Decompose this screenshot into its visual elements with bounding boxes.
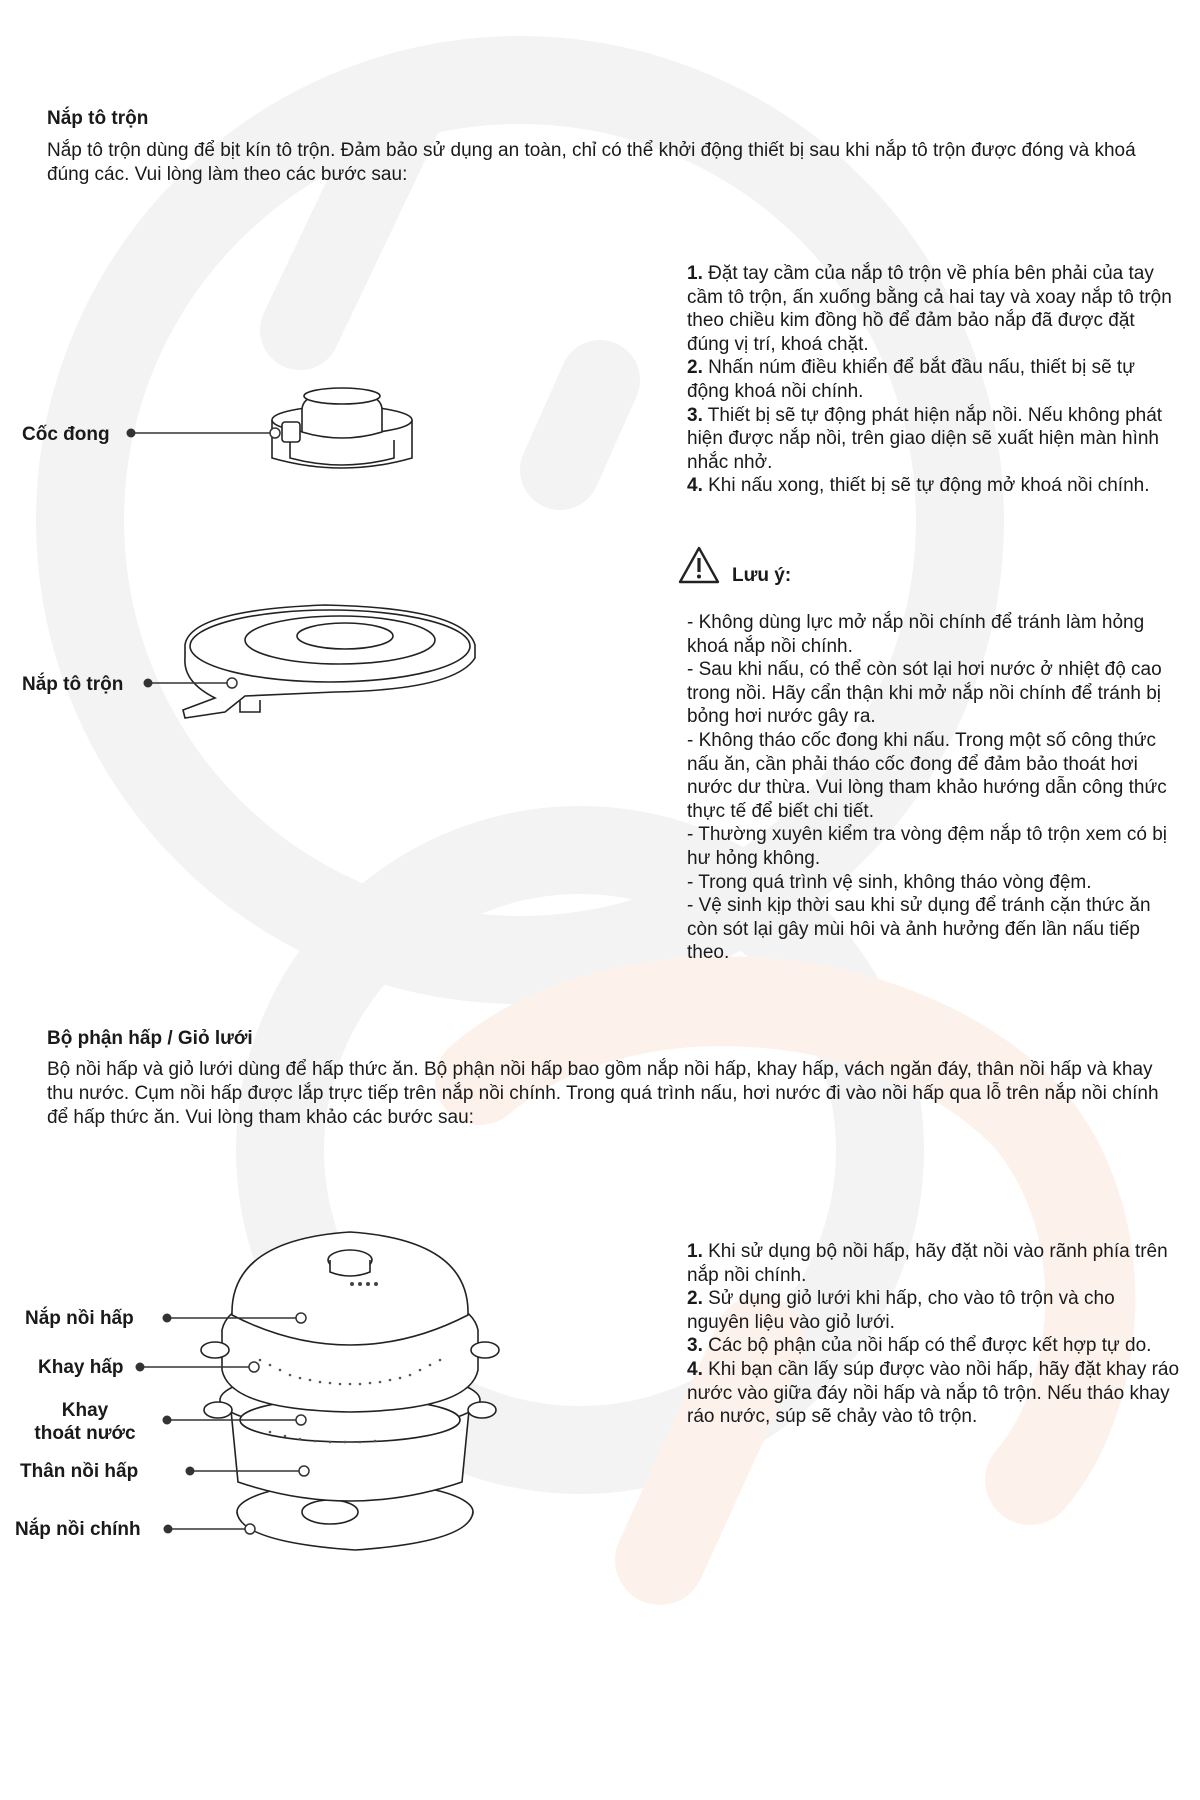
- leader-line-drain-tray: [161, 1413, 311, 1427]
- leader-line-measuring-cup: [125, 426, 285, 440]
- notes-list: [687, 611, 1175, 965]
- step-item: 3. Các bộ phận của nồi hấp có thể được kết hợp tự do.: [687, 1335, 1152, 1357]
- label-main-pot-lid: Nắp nồi chính: [15, 1519, 141, 1540]
- label-measuring-cup: Cốc đong: [22, 424, 110, 445]
- step-item: 2. Sử dụng giỏ lưới khi hấp, cho vào tô trộn và cho nguyên liệu vào giỏ lưới.: [687, 1288, 1115, 1333]
- label-steamer-lid: Nắp nồi hấp: [25, 1308, 134, 1329]
- step-item: 4. Khi bạn cần lấy súp được vào nồi hấp, hãy đặt khay ráo nước vào giữa đáy nồi hấp và nắp tô trộn. Nếu tháo khay ráo nước, súp sẽ chảy vào tô trộn.: [687, 1358, 1180, 1428]
- note-item: - Sau khi nấu, có thể còn sót lại hơi nước ở nhiệt độ cao trong nồi. Hãy cẩn thận khi mở nắp nồi chính để tránh bị bỏng hơi nước gây ra.: [687, 659, 1162, 728]
- warning-title: Lưu ý:: [732, 565, 792, 586]
- note-item: - Thường xuyên kiểm tra vòng đệm nắp tô trộn xem có bị hư hỏng không.: [687, 824, 1168, 869]
- label-drain-tray: [25, 1399, 145, 1445]
- section-title-mixing-bowl-lid: Nắp tô trộn: [47, 108, 149, 129]
- leader-line-steamer-body: [184, 1464, 314, 1478]
- label-mixing-bowl-lid: Nắp tô trộn: [22, 674, 124, 695]
- label-steaming-tray: Khay hấp: [38, 1357, 124, 1378]
- leader-line-steaming-tray: [134, 1360, 264, 1374]
- section-intro-mixing-bowl-lid: Nắp tô trộn dùng để bịt kín tô trộn. Đảm bảo sử dụng an toàn, chỉ có thể khởi động thiết bị sau khi nắp tô trộn được đóng và khoá đúng các. Vui lòng làm theo các bước sau:: [47, 140, 1136, 185]
- steps-list-mixing-bowl-lid: [687, 262, 1175, 498]
- step-item: 2. Nhấn núm điều khiển để bắt đầu nấu, thiết bị sẽ tự động khoá nồi chính.: [687, 357, 1135, 402]
- section-title-steamer: Bộ phận hấp / Giỏ lưới: [47, 1028, 253, 1049]
- section-intro-steamer: Bộ nồi hấp và giỏ lưới dùng để hấp thức ăn. Bộ phận nồi hấp bao gồm nắp nồi hấp, khay hấp, vách ngăn đáy, thân nồi hấp và khay thu nước. Cụm nồi hấp được lắp trực tiếp trên nắp nồi chính. Trong quá trình nấu, hơi nước đi vào nồi hấp qua lỗ trên nắp nồi chính để hấp thức ăn. Vui lòng tham khảo các bước sau:: [47, 1059, 1159, 1128]
- note-item: - Trong quá trình vệ sinh, không tháo vòng đệm.: [687, 871, 1092, 893]
- label-drain-tray-line1: Khay: [61, 1400, 109, 1421]
- label-steamer-body: Thân nồi hấp: [20, 1461, 139, 1482]
- note-item: - Vệ sinh kịp thời sau khi sử dụng để tránh cặn thức ăn còn sót lại gây mùi hôi và ảnh hưởng đến lần nấu tiếp theo.: [687, 895, 1151, 964]
- step-item: 1. Đặt tay cầm của nắp tô trộn về phía bên phải của tay cầm tô trộn, ấn xuống bằng cả hai tay và xoay nắp tô trộn theo chiều kim đồng hồ để đảm bảo nắp đã được đặt đúng vị trí, khoá chặt.: [687, 263, 1172, 355]
- label-drain-tray-line2: thoát nước: [34, 1423, 136, 1444]
- leader-line-main-pot-lid: [162, 1522, 262, 1536]
- mixing-bowl-lid-illustration: [175, 600, 485, 730]
- leader-line-mixing-bowl-lid: [142, 676, 242, 690]
- step-item: 1. Khi sử dụng bộ nồi hấp, hãy đặt nồi vào rãnh phía trên nắp nồi chính.: [687, 1241, 1168, 1286]
- leader-line-steamer-lid: [161, 1311, 311, 1325]
- steamer-assembly-illustration: [200, 1220, 500, 1570]
- step-item: 3. Thiết bị sẽ tự động phát hiện nắp nồi. Nếu không phát hiện được nắp nồi, trên giao diện sẽ xuất hiện màn hình nhắc nhở.: [687, 404, 1163, 473]
- warning-icon: [677, 545, 721, 585]
- step-item: 4. Khi nấu xong, thiết bị sẽ tự động mở khoá nồi chính.: [687, 475, 1150, 497]
- note-item: - Không dùng lực mở nắp nồi chính để tránh làm hỏng khoá nắp nồi chính.: [687, 612, 1145, 657]
- note-item: - Không tháo cốc đong khi nấu. Trong một số công thức nấu ăn, cần phải tháo cốc đong để đảm bảo thoát hơi nước dư thừa. Vui lòng tham khảo hướng dẫn công thức thực tế để biết chi tiết.: [687, 729, 1167, 822]
- steps-list-steamer: [687, 1240, 1182, 1429]
